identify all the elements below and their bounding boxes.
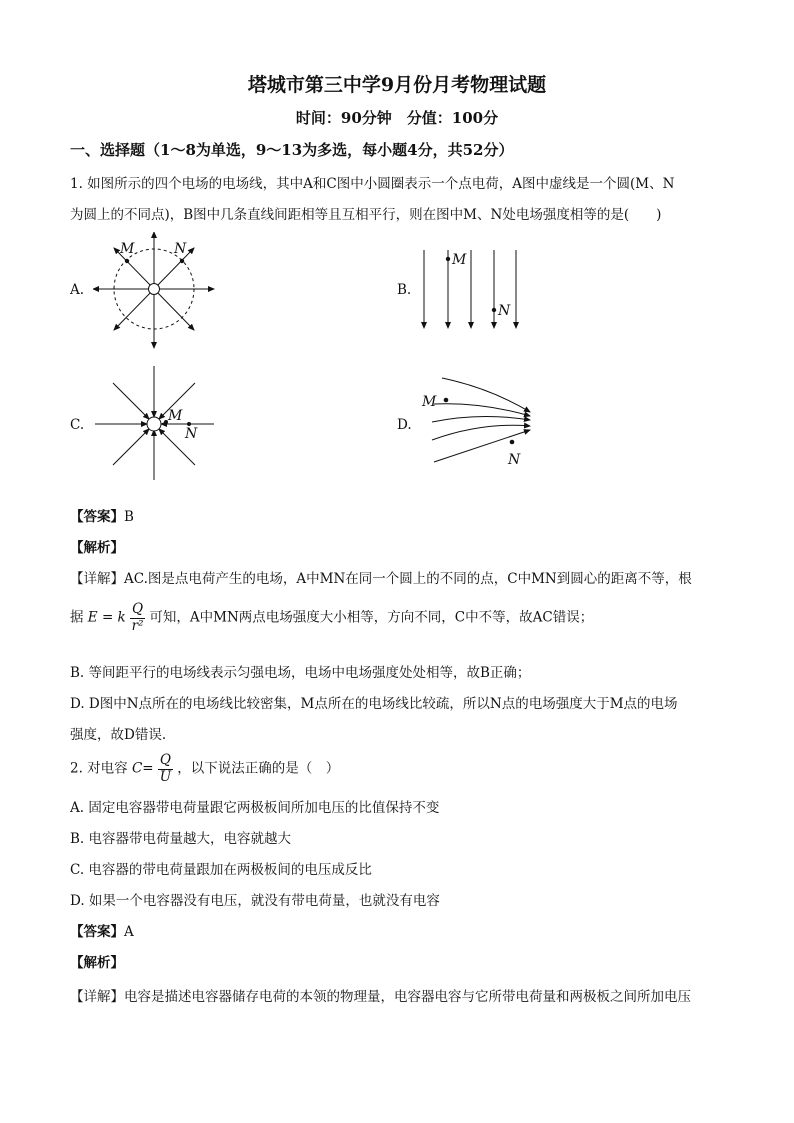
label-m: M xyxy=(168,408,183,424)
q1-option-c-label: C. xyxy=(70,417,85,433)
q1-detail-line2 xyxy=(70,603,593,633)
point-charge xyxy=(147,417,161,431)
q2-option-a: A. 固定电容器带电荷量跟它两极板间所加电压的比值保持不变 xyxy=(70,800,440,816)
q2-option-b: B. 电容器带电荷量越大，电容就越大 xyxy=(70,831,292,847)
label-m: M xyxy=(120,241,135,257)
label-m: M xyxy=(422,394,437,410)
fraction-numerator: Q xyxy=(159,752,171,768)
q1-detail-line3: B. 等间距平行的电场线表示匀强电场，电场中电场强度处处相等，故B正确； xyxy=(70,665,531,681)
q2-stem xyxy=(70,754,339,784)
formula-fraction xyxy=(130,603,145,633)
q1-answer xyxy=(70,505,134,525)
detail-text: 可知，A中MN两点电场强度大小相等，方向不同，C中不等，故AC错误； xyxy=(149,609,594,626)
q2-analysis-tag: 【解析】 xyxy=(70,955,124,971)
label-m: M xyxy=(452,252,467,268)
answer-tag: 【答案】 xyxy=(70,509,124,525)
diagram-c xyxy=(93,364,218,482)
label-n: N xyxy=(508,452,521,468)
stem-text: ，以下说法正确的是（ ） xyxy=(177,760,340,777)
q1-detail-line5: 强度，故D错误. xyxy=(70,727,167,743)
q2-option-c: C. 电容器的带电荷量跟加在两极板间的电压成反比 xyxy=(70,862,372,878)
q1-analysis-tag: 【解析】 xyxy=(70,540,124,556)
q1-detail-line4: D. D图中N点所在的电场线比较密集，M点所在的电场线比较疏，所以N点的电场强度大于M点的电场 xyxy=(70,696,678,712)
q2-answer xyxy=(70,920,134,940)
diagram-b xyxy=(414,248,524,334)
answer-value: B xyxy=(124,509,134,525)
label-n: N xyxy=(185,426,198,442)
diagram-d xyxy=(420,374,540,474)
fraction-denominator: U xyxy=(159,768,172,785)
label-n: N xyxy=(498,303,511,319)
q1-option-d-label: D. xyxy=(397,417,412,433)
q1-stem-line1: 1. 如图所示的四个电场的电场线，其中A和C图中小圆圈表示一个点电荷，A图中虚线是一个圆(M、N xyxy=(70,176,675,192)
answer-tag: 【答案】 xyxy=(70,924,124,940)
label-n: N xyxy=(174,241,187,257)
point-charge xyxy=(149,284,160,295)
fraction-denominator: r² xyxy=(131,617,144,634)
q2-detail-line1: 【详解】电容是描述电容器储存电荷的本领的物理量，电容器电容与它所带电荷量和两极板之间所加电压 xyxy=(70,989,691,1005)
answer-value: A xyxy=(124,924,134,940)
formula-fraction xyxy=(158,754,173,784)
formula-c: C= xyxy=(131,760,154,777)
q1-option-a-label: A. xyxy=(70,282,85,298)
detail-text: 据 xyxy=(70,609,84,626)
section-heading: 一、选择题（1～8为单选，9～13为多选，每小题4分，共52分） xyxy=(70,141,514,159)
fraction-numerator: Q xyxy=(132,601,144,617)
q1-detail-line1: 【详解】AC.图是点电荷产生的电场，A中MN在同一个圆上的不同的点，C中MN到圆心的距离不等，根 xyxy=(70,571,692,587)
q1-stem-line2: 为圆上的不同点)，B图中几条直线间距相等且互相平行，则在图中M、N处电场强度相等的是( ) xyxy=(70,207,662,223)
diagram-a xyxy=(93,232,218,350)
formula-e: E = k xyxy=(87,609,126,626)
stem-text: 2. 对电容 xyxy=(70,760,128,777)
q1-option-b-label: B. xyxy=(397,282,412,298)
q2-option-d: D. 如果一个电容器没有电压，就没有带电荷量，也就没有电容 xyxy=(70,893,440,909)
exam-info: 时间：90分钟 分值：100分 xyxy=(295,109,499,127)
page-title: 塔城市第三中学9月份月考物理试题 xyxy=(247,74,547,96)
